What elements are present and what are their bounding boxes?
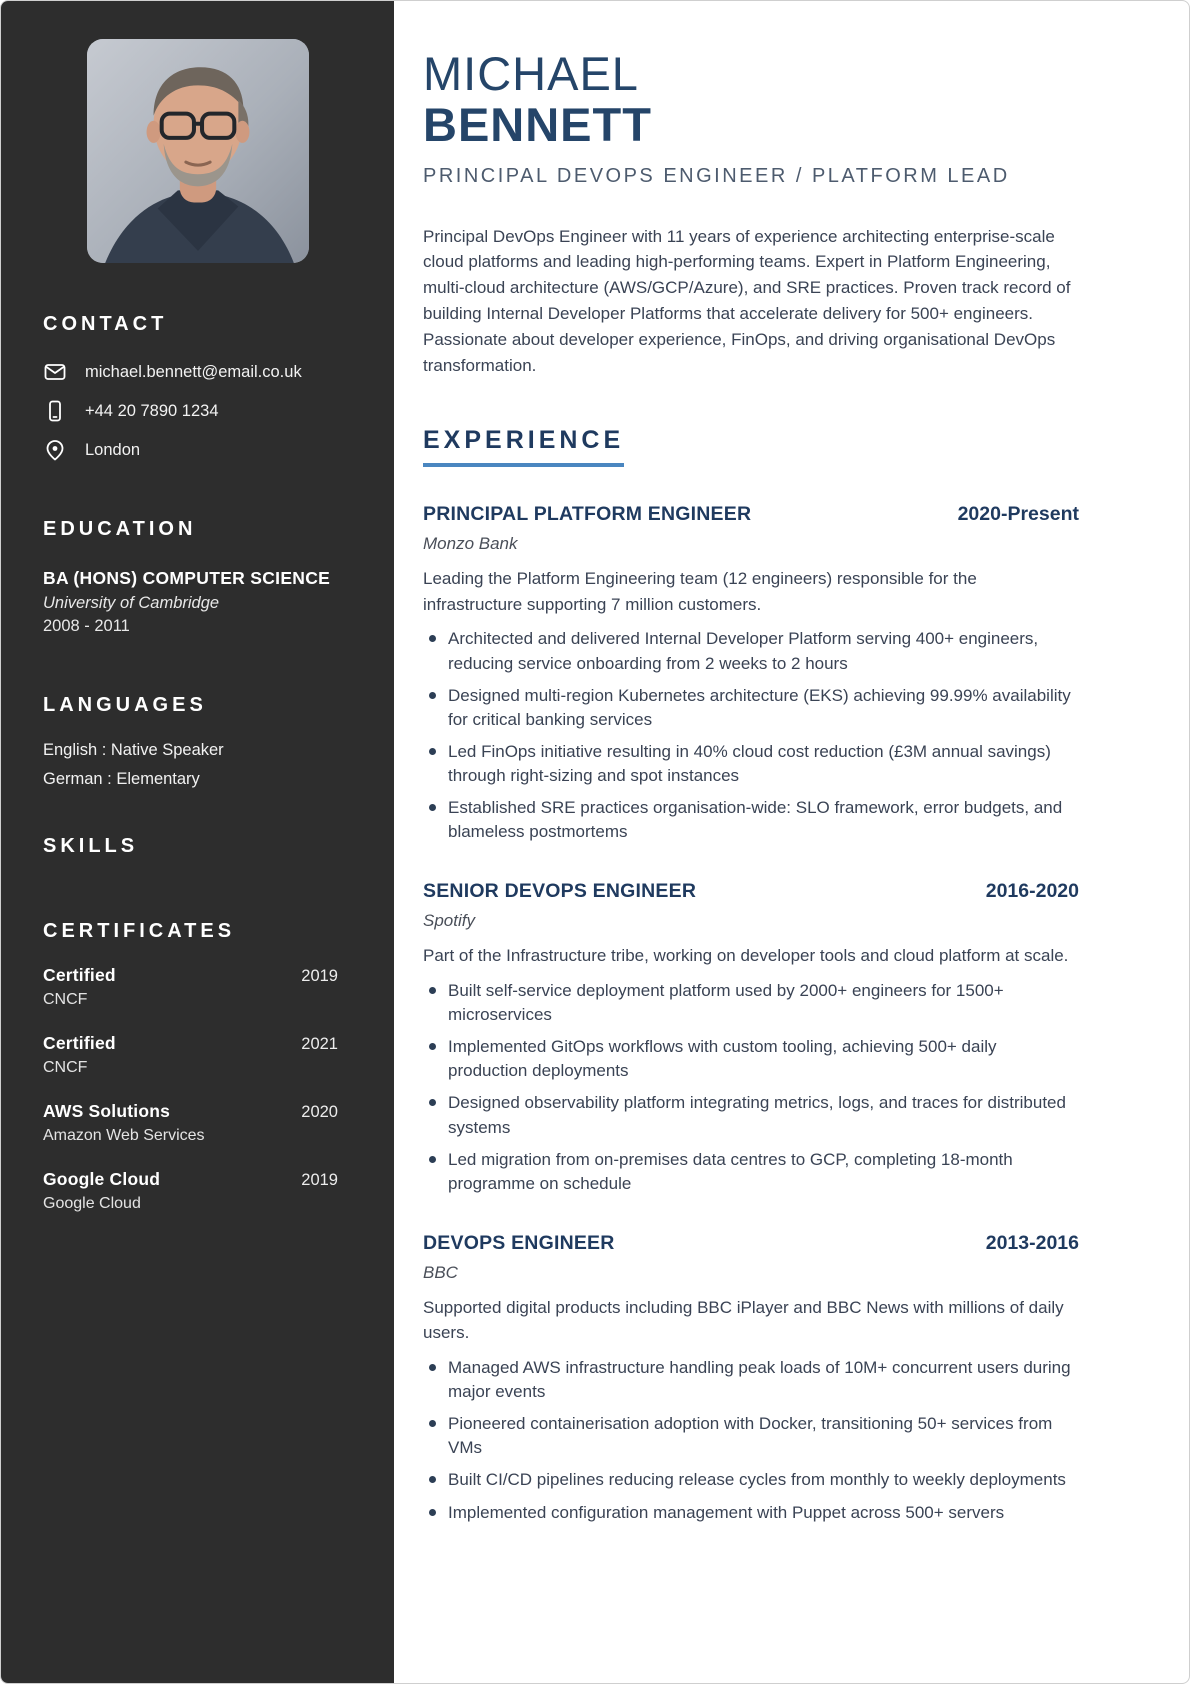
certificate-item	[43, 965, 338, 1009]
certificate-item	[43, 1033, 338, 1077]
certificate-year: 2021	[301, 1034, 338, 1053]
location-pin-icon	[43, 438, 67, 462]
languages-section	[1, 694, 394, 789]
job-dates: 2013-2016	[985, 1231, 1079, 1254]
contact-email	[43, 360, 338, 384]
job-bullet: Implemented GitOps workflows with custom tooling, achieving 500+ daily production deployments	[423, 1035, 1079, 1083]
language-items	[43, 741, 338, 789]
education-degree: BA (HONS) COMPUTER SCIENCE	[43, 568, 331, 588]
job-company: Monzo Bank	[423, 534, 518, 554]
certificate-issuer: Amazon Web Services	[43, 1126, 205, 1144]
certificates-section	[1, 920, 394, 1213]
contact-location	[43, 438, 338, 462]
profile-photo-illustration	[87, 39, 309, 263]
main-content	[394, 1, 1189, 1683]
job-bullet: Led migration from on-premises data centres to GCP, completing 18-month programme on schedule	[423, 1148, 1079, 1196]
phone-icon	[43, 399, 67, 423]
mail-icon	[43, 360, 67, 384]
certificate-item	[43, 1169, 338, 1213]
job-bullet: Implemented configuration management with Puppet across 500+ servers	[423, 1501, 1079, 1525]
job-entry	[423, 880, 1079, 1196]
certificates-heading: CERTIFICATES	[43, 919, 236, 942]
job-bullet: Managed AWS infrastructure handling peak loads of 10M+ concurrent users during major events	[423, 1356, 1079, 1404]
certificate-year: 2019	[301, 1170, 338, 1189]
experience-section	[423, 426, 1079, 467]
job-description: Part of the Infrastructure tribe, working on developer tools and cloud platform at scale.	[423, 946, 1069, 966]
job-bullets	[423, 1356, 1079, 1525]
certificate-name: AWS Solutions	[43, 1100, 171, 1121]
job-bullet: Pioneered containerisation adoption with Docker, transitioning 50+ services from VMs	[423, 1412, 1079, 1460]
education-section	[1, 518, 394, 636]
education-years: 2008 - 2011	[43, 616, 130, 635]
job-role: PRINCIPAL PLATFORM ENGINEER	[423, 503, 752, 526]
language-item: German : Elementary	[43, 769, 200, 788]
education-heading: EDUCATION	[43, 518, 197, 540]
person-job-title: PRINCIPAL DEVOPS ENGINEER / PLATFORM LEAD	[423, 164, 1010, 187]
job-entry	[423, 503, 1079, 844]
contact-phone	[43, 399, 338, 423]
job-bullet: Built CI/CD pipelines reducing release cycles from monthly to weekly deployments	[423, 1468, 1079, 1492]
certificate-name: Certified	[43, 1032, 116, 1053]
contact-heading: CONTACT	[43, 313, 168, 335]
job-bullet: Built self-service deployment platform used by 2000+ engineers for 1500+ microservices	[423, 979, 1079, 1027]
certificate-issuer: Google Cloud	[43, 1194, 141, 1212]
job-company: BBC	[423, 1262, 458, 1282]
contact-items	[43, 360, 338, 462]
certificate-issuer: CNCF	[43, 990, 88, 1008]
job-description: Supported digital products including BBC iPlayer and BBC News with millions of daily users.	[423, 1297, 1064, 1343]
experience-heading: EXPERIENCE	[423, 426, 624, 467]
sidebar	[1, 1, 394, 1683]
job-description: Leading the Platform Engineering team (12 engineers) responsible for the infrastructure supporting 7 million customers.	[423, 569, 977, 614]
language-item: English : Native Speaker	[43, 740, 224, 759]
certificate-item	[43, 1101, 338, 1145]
person-name	[423, 49, 1079, 151]
job-bullet: Established SRE practices organisation-wide: SLO framework, error budgets, and blameless postmortems	[423, 796, 1079, 844]
certificate-name: Google Cloud	[43, 1168, 161, 1189]
certificate-year: 2020	[301, 1102, 338, 1121]
certificate-issuer: CNCF	[43, 1058, 88, 1076]
contact-location-text: London	[85, 440, 141, 459]
job-role: DEVOPS ENGINEER	[423, 1231, 615, 1254]
job-company: Spotify	[423, 911, 475, 931]
contact-section	[1, 313, 394, 462]
job-dates: 2016-2020	[985, 880, 1079, 903]
education-school: University of Cambridge	[43, 593, 220, 612]
job-bullet: Designed observability platform integrating metrics, logs, and traces for distributed systems	[423, 1091, 1079, 1139]
certificate-name: Certified	[43, 964, 116, 985]
skills-heading: SKILLS	[43, 834, 139, 857]
job-bullet: Led FinOps initiative resulting in 40% cloud cost reduction (£3M annual savings) through right-sizing and spot instances	[423, 740, 1079, 788]
job-bullet: Architected and delivered Internal Developer Platform serving 400+ engineers, reducing service onboarding from 2 weeks to 2 hours	[423, 627, 1079, 675]
last-name: BENNETT	[423, 97, 652, 151]
job-bullets	[423, 627, 1079, 844]
skills-section	[1, 835, 394, 858]
job-entry	[423, 1232, 1079, 1525]
languages-heading: LANGUAGES	[43, 693, 207, 716]
certificate-items	[43, 965, 338, 1213]
profile-photo	[87, 39, 309, 263]
job-dates: 2020-Present	[957, 503, 1079, 526]
contact-email-text: michael.bennett@email.co.uk	[85, 362, 302, 381]
profile-summary: Principal DevOps Engineer with 11 years of experience architecting enterprise-scale cloud platforms and leading high-performing teams. Expert in Platform Engineering, multi-cloud architecture (AWS/GCP/Azure), and SRE practices. Proven track record of building Internal Developer Platforms that accelerate delivery for 500+ engineers. Passionate about developer experience, FinOps, and driving organisational DevOps transformation.	[423, 226, 1071, 375]
certificate-year: 2019	[301, 966, 338, 985]
job-role: SENIOR DEVOPS ENGINEER	[423, 880, 697, 903]
contact-phone-text: +44 20 7890 1234	[85, 401, 219, 420]
job-bullets	[423, 979, 1079, 1196]
job-bullet: Designed multi-region Kubernetes architecture (EKS) achieving 99.99% availability for critical banking services	[423, 684, 1079, 732]
first-name: MICHAEL	[423, 47, 639, 100]
